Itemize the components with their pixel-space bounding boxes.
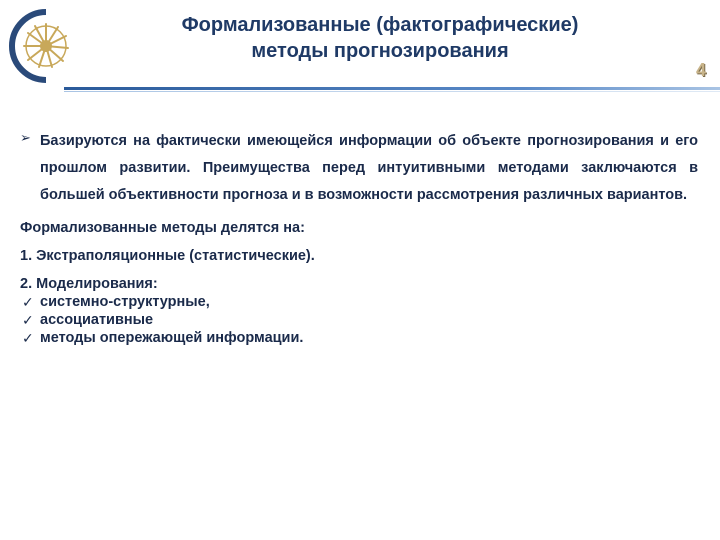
check-icon: ✓ xyxy=(22,294,34,310)
check-item xyxy=(20,293,698,311)
slide-header xyxy=(0,0,720,95)
sun-emblem-icon xyxy=(6,6,70,86)
check-text: ассоциативные xyxy=(40,312,154,328)
method-item-1: 1. Экстраполяционные (статистические). xyxy=(20,248,315,264)
check-text: методы опережающей информации. xyxy=(40,330,304,346)
slide-title xyxy=(100,12,660,64)
check-item xyxy=(20,311,698,329)
check-icon: ✓ xyxy=(22,330,34,346)
bullet-text: Базируются на фактически имеющейся информации об объекте прогнозирования и его прошлом развитии. Преимущества перед интуитивными методами заключаются в большей объективности прогноза и в возможности рассмотрения различных вариантов. xyxy=(40,133,698,203)
arrow-bullet-icon: ➢ xyxy=(20,130,31,145)
check-icon: ✓ xyxy=(22,312,34,328)
bullet-paragraph xyxy=(20,128,698,209)
header-divider xyxy=(64,87,720,90)
page-number: 4 xyxy=(695,60,706,80)
slide-content xyxy=(20,128,698,347)
title-line-2: методы прогнозирования xyxy=(251,40,509,62)
check-item xyxy=(20,329,698,347)
check-text: системно-структурные, xyxy=(40,294,210,310)
title-line-1: Формализованные (фактографические) xyxy=(181,14,579,36)
header-divider-thin xyxy=(64,91,720,92)
intro-text: Формализованные методы делятся на: xyxy=(20,220,305,236)
method-item-2: 2. Моделирования: xyxy=(20,276,158,292)
